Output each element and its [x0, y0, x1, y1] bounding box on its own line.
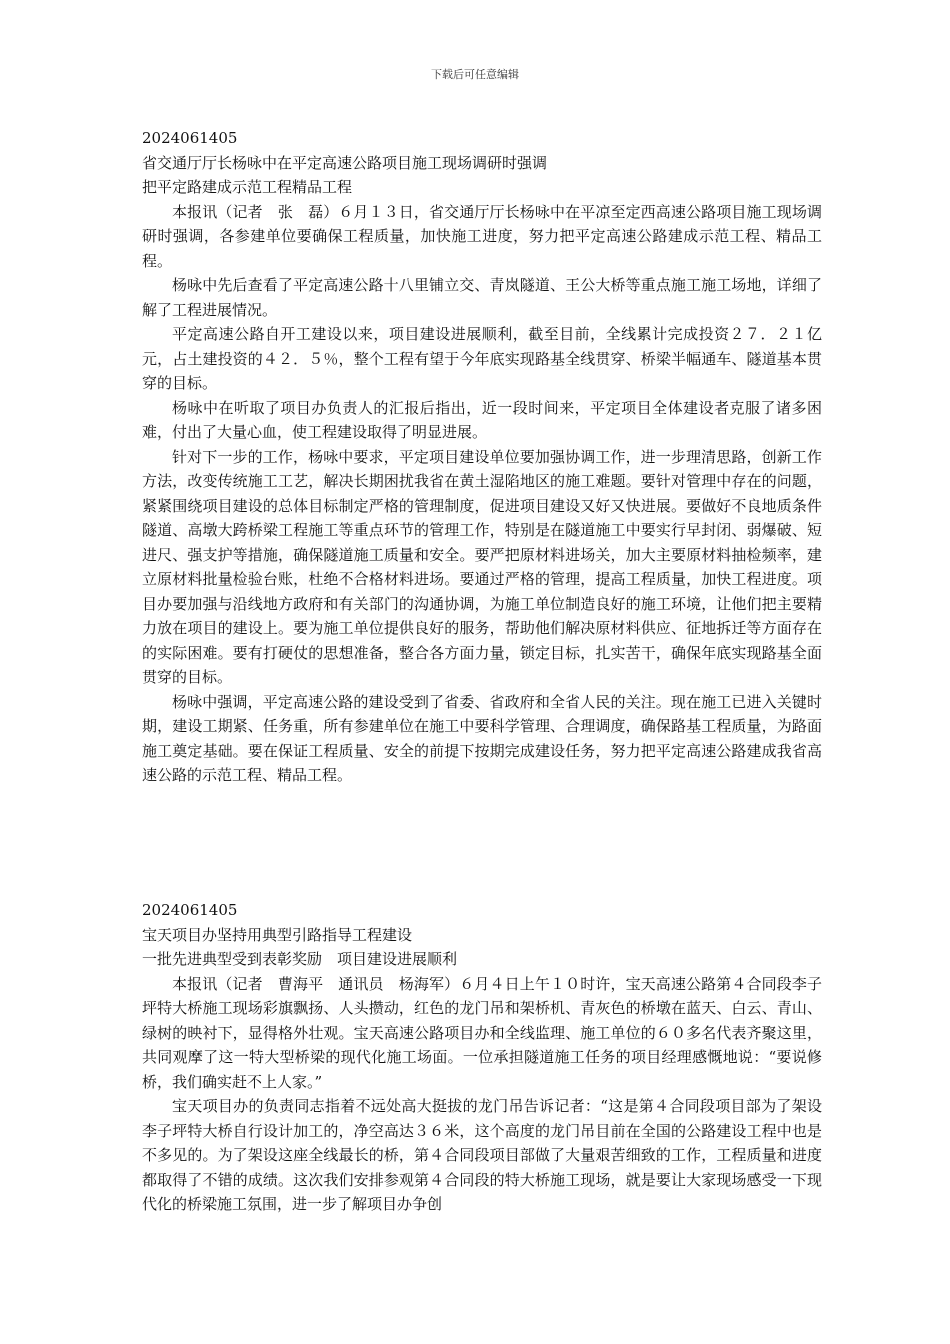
- article-1: [142, 126, 822, 788]
- article-title: 宝天项目办坚持用典型引路指导工程建设: [142, 925, 413, 944]
- article-2: [142, 898, 822, 1217]
- article-subtitle: 把平定路建成示范工程精品工程: [142, 178, 353, 196]
- article-paragraph: 针对下一步的工作，杨咏中要求，平定项目建设单位要加强协调工作，进一步理清思路，创新工作方法，改变传统施工工艺，解决长期困扰我省在黄土湿陷地区的施工难题。要针对管理中存在的问题，紧紧围绕项目建设的总体目标制定严格的管理制度，促进项目建设又好又快进展。要做好不良地质条件隧道、高墩大跨桥梁工程施工等重点环节的管理工作，特别是在隧道施工中要实行早封闭、弱爆破、短进尺、强支护等措施，确保隧道施工质量和安全。要严把原材料进场关，加大主要原材料抽检频率，建立原材料批量检验台账，杜绝不合格材料进场。要通过严格的管理，提高工程质量，加快工程进度。项目办要加强与沿线地方政府和有关部门的沟通协调，为施工单位制造良好的施工环境，让他们把主要精力放在项目的建设上。要为施工单位提供良好的服务，帮助他们解决原材料供应、征地拆迁等方面存在的实际困难。要有打硬仗的思想准备，整合各方面力量，锁定目标，扎实苦干，确保年底实现路基全面贯穿的目标。: [142, 447, 822, 686]
- article-paragraph: 本报讯（记者 曹海平 通讯员 杨海军）６月４日上午１０时许，宝天高速公路第４合同段李子坪特大桥施工现场彩旗飘扬、人头攒动，红色的龙门吊和架桥机、青灰色的桥墩在蓝天、白云、青山、绿树的映衬下，显得格外壮观。宝天高速公路项目办和全线监理、施工单位的６０多名代表齐聚这里，共同观摩了这一特大型桥梁的现代化施工场面。一位承担隧道施工任务的项目经理感慨地说：“要说修桥，我们确实赶不上人家。”: [142, 974, 822, 1091]
- article-paragraph: 杨咏中先后查看了平定高速公路十八里铺立交、青岚隧道、王公大桥等重点施工施工场地，详细了解了工程进展情况。: [142, 276, 822, 319]
- article-paragraph: 平定高速公路自开工建设以来，项目建设进展顺利，截至目前，全线累计完成投资２７．２１亿元，占土建投资的４２．５％，整个工程有望于今年底实现路基全线贯穿、桥梁半幅通车、隧道基本贯穿的目标。: [142, 325, 822, 392]
- page-header: 下载后可任意编辑: [431, 68, 519, 81]
- article-code: 2024061405: [142, 129, 238, 147]
- article-code: 2024061405: [142, 901, 238, 919]
- article-paragraph: 杨咏中在听取了项目办负责人的汇报后指出，近一段时间来，平定项目全体建设者克服了诸多困难，付出了大量心血，使工程建设取得了明显进展。: [142, 398, 822, 441]
- article-paragraph: 宝天项目办的负责同志指着不远处高大挺拔的龙门吊告诉记者：“这是第４合同段项目部为了架设李子坪特大桥自行设计加工的，净空高达３６米，这个高度的龙门吊目前在全国的公路建设工程中也是不多见的。为了架设这座全线最长的桥，第４合同段项目部做了大量艰苦细致的工作，工程质量和进度都取得了不错的成绩。这次我们安排参观第４合同段的特大桥施工现场，就是要让大家现场感受一下现代化的桥梁施工氛围，进一步了解项目办争创: [142, 1097, 822, 1213]
- article-paragraph: 本报讯（记者 张 磊）６月１３日，省交通厅厅长杨咏中在平凉至定西高速公路项目施工现场调研时强调，各参建单位要确保工程质量，加快施工进度，努力把平定高速公路建成示范工程、精品工程。: [142, 202, 822, 270]
- article-subtitle: 一批先进典型受到表彰奖励 项目建设进展顺利: [142, 950, 458, 968]
- article-paragraph: 杨咏中强调，平定高速公路的建设受到了省委、省政府和全省人民的关注。现在施工已进入关键时期，建设工期紧、任务重，所有参建单位在施工中要科学管理、合理调度，确保路基工程质量，为路面施工奠定基础。要在保证工程质量、安全的前提下按期完成建设任务，努力把平定高速公路建成我省高速公路的示范工程、精品工程。: [142, 692, 822, 784]
- article-title: 省交通厅厅长杨咏中在平定高速公路项目施工现场调研时强调: [142, 153, 548, 172]
